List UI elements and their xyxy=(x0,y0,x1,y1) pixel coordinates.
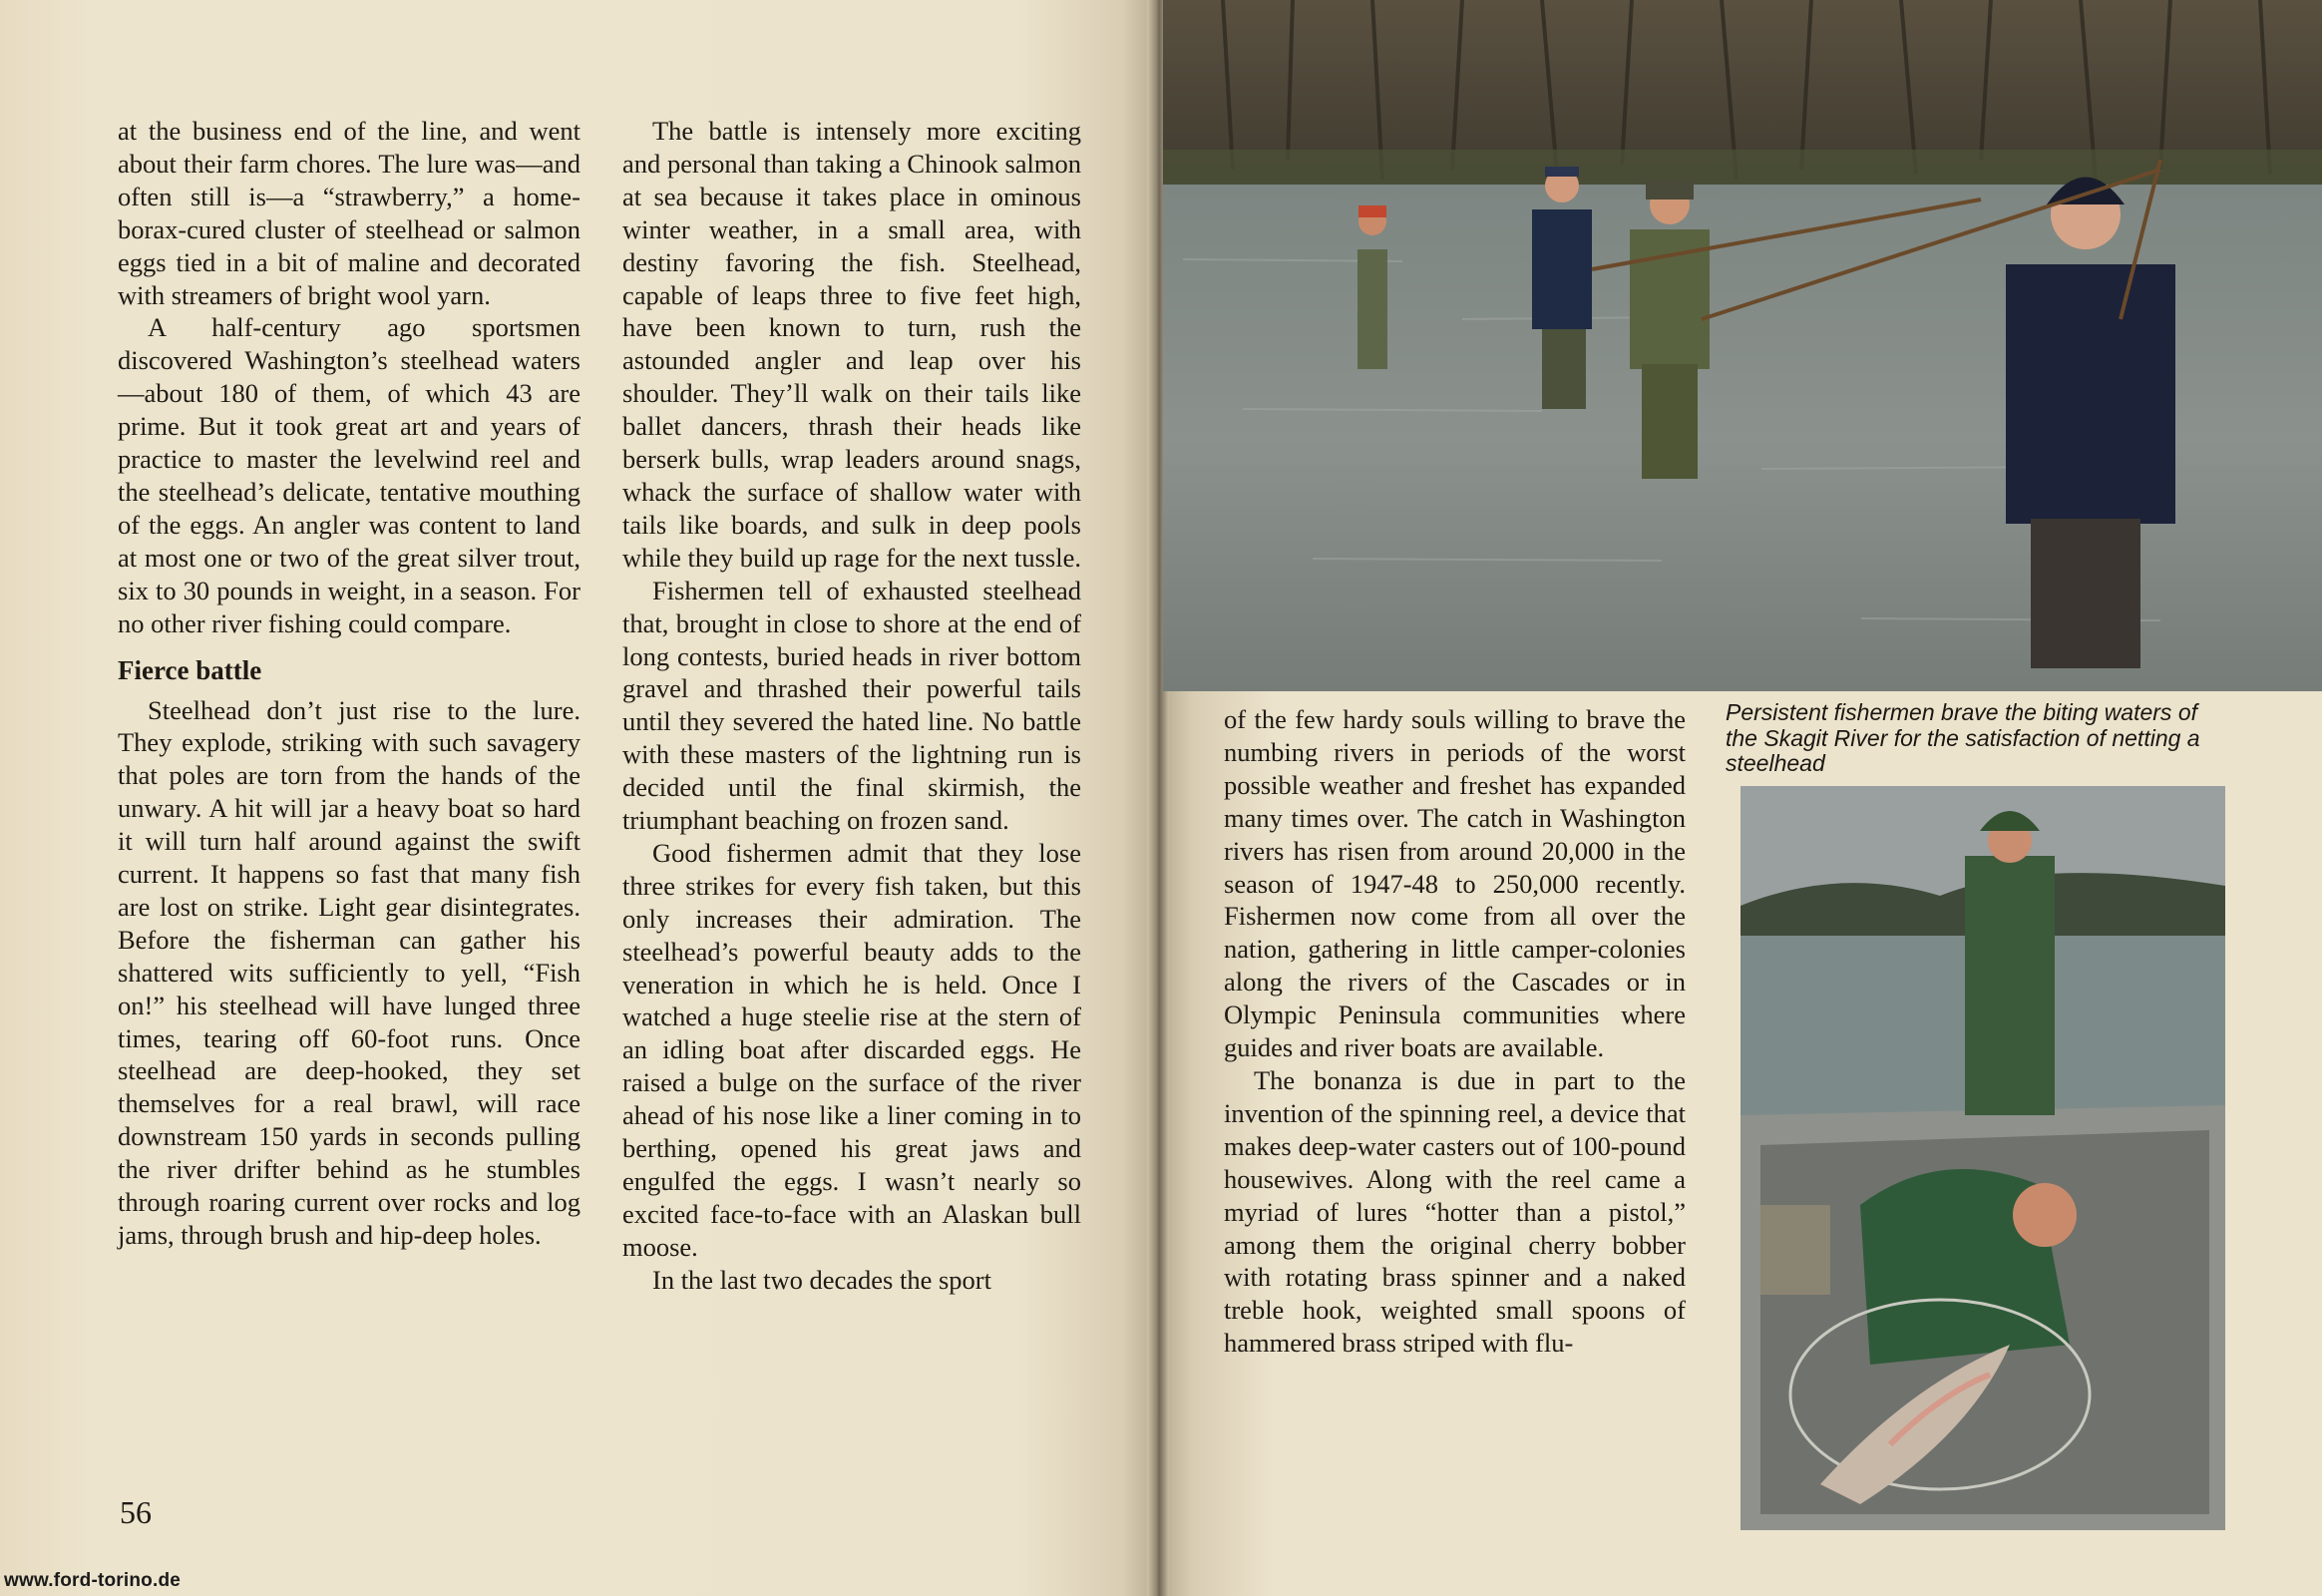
paragraph: Good fishermen admit that they lose three strikes for every fish taken, but this only increases their admiration. The steelhead’s powerful beauty adds to the veneration in which he is held. Once I watched a huge steelie rise at the stern of an idling boat after discarded eggs. He raised a bulge on the surface of the river ahead of his nose like a liner coming in to berthing, opened his great jaws and engulfed the eggs. I wasn’t nearly so excited face-to-face with an Alaskan bull moose. xyxy=(622,837,1081,1262)
photo-boat-netting xyxy=(1741,786,2225,1530)
paragraph: Fishermen tell of exhausted steelhead that, brought in close to shore at the end of long contests, buried heads in river bottom gravel and thrashed their powerful tails until they severed the hated line. No battle with these masters of the lightning run is decided until the final skirmish, the triumphant beaching on frozen sand. xyxy=(622,575,1081,836)
left-page xyxy=(0,0,1157,1596)
paragraph: A half-century ago sportsmen discovered Washington’s steelhead waters—about 180 of them, of which 43 are prime. But it took great art and years of practice to master the levelwind reel and the steelhead’s delicate, tentative mouthing of the eggs. An angler was content to land at most one or two of the great silver trout, six to 30 pounds in weight, in a season. For no other river fishing could compare. xyxy=(118,312,580,638)
section-heading: Fierce battle xyxy=(118,654,262,685)
page-number: 56 xyxy=(120,1494,152,1530)
watermark-url: www.ford-torino.de xyxy=(4,1570,182,1591)
paragraph: The bonanza is due in part to the invention of the spinning reel, a device that makes deep-water casters out of 100-pound housewives. Along with the reel came a myriad of lures “hotter than a pistol,” among them the original cherry bobber with rotating brass spinner and a naked treble hook, weighted small spoons of hammered brass striped with flu- xyxy=(1224,1064,1686,1359)
paragraph: at the business end of the line, and went about their farm chores. The lure was—and often still is—a “strawberry,” a home-borax-cured cluster of steelhead or salmon eggs tied in a bit of maline and decorated with streamers of bright wool yarn. xyxy=(118,116,580,310)
text-column-2 xyxy=(622,115,1081,1297)
paragraph: In the last two decades the sport xyxy=(652,1264,991,1295)
paragraph: The battle is intensely more exciting and personal than taking a Chinook salmon at sea because it takes place in ominous winter weather, in a small area, with destiny favoring the fish. Steelhead, capable of leaps three to five feet high, have been known to turn, rush the astounded angler and leap over his shoulder. They’ll walk on their tails like ballet dancers, thrash their heads like berserk bulls, wrap leaders around snags, whack the surface of shallow water with tails like boards, and sulk in deep pools while they build up rage for the next tussle. xyxy=(622,116,1081,573)
paragraph: Steelhead don’t just rise to the lure. They explode, striking with such savagery that poles are torn from the hands of the unwary. A hit will jar a heavy boat so hard it will turn half around against the swift current. It happens so fast that many fish are lost on strike. Light gear disintegrates. Before the fisherman can gather his shattered wits sufficiently to yell, “Fish on!” his steelhead will have lunged three times, tearing off 60-foot runs. Once steelhead are deep-hooked, they set themselves for a real brawl, will race downstream 150 yards in seconds pulling the river drifter behind as he stumbles through roaring current over rocks and log jams, through brush and hip-deep holes. xyxy=(118,694,580,1250)
text-column-1 xyxy=(118,115,580,1252)
photo-fishermen-river xyxy=(1163,0,2322,691)
photo-caption: Persistent fishermen brave the biting waters of the Skagit River for the satisfaction of netting a steelhead xyxy=(1726,699,2200,776)
paragraph: of the few hardy souls willing to brave the numbing rivers in periods of the worst possible weather and freshet has expanded many times over. The catch in Washington rivers has risen from around 20,000 in the season of 1947-48 to 250,000 recently. Fishermen now come from all over the nation, gathering in little camper-colonies along the rivers of the Cascades or in Olympic Peninsula communities where guides and river boats are available. xyxy=(1224,704,1686,1063)
fisherman-1 xyxy=(1357,205,1387,369)
text-column-3 xyxy=(1224,703,1686,1360)
